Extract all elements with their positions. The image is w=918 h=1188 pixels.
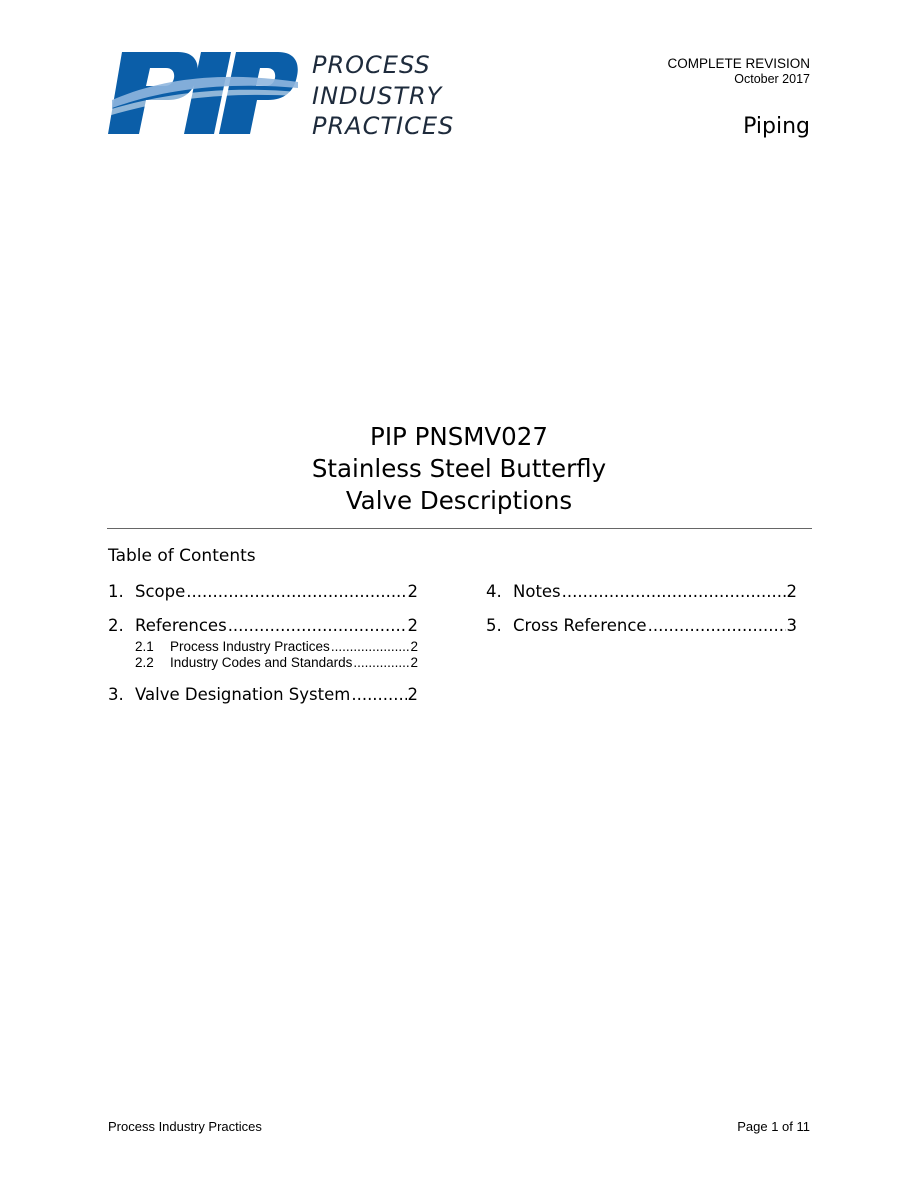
toc-entry-page: 3 xyxy=(786,616,797,635)
toc-subentry-page: 2 xyxy=(410,639,418,654)
toc-entry-label: Cross Reference xyxy=(513,616,647,635)
revision-block xyxy=(667,56,810,87)
toc-leader xyxy=(186,582,406,601)
toc-entry-label: Valve Designation System xyxy=(135,685,351,704)
logo-line-1: PROCESS xyxy=(312,51,431,79)
title-line-2: Stainless Steel Butterfly xyxy=(311,454,607,483)
toc-entry-label: Scope xyxy=(135,582,186,601)
toc-entry-scope[interactable] xyxy=(108,582,418,601)
toc-subentry-page: 2 xyxy=(410,655,418,670)
toc-leader xyxy=(648,616,786,635)
pip-logo-mark xyxy=(108,52,298,134)
footer-organization: Process Industry Practices xyxy=(108,1119,262,1134)
toc-subentry-label: Process Industry Practices xyxy=(170,639,330,654)
toc-entry-valve-designation[interactable] xyxy=(108,685,418,704)
toc-leader xyxy=(331,639,410,654)
toc-heading: Table of Contents xyxy=(108,546,256,566)
toc-entry-number: 5. xyxy=(486,616,502,635)
toc-subentry-number: 2.1 xyxy=(135,639,154,654)
title-divider xyxy=(107,528,812,529)
toc-entry-page: 2 xyxy=(407,685,418,704)
logo-line-2: INDUSTRY xyxy=(312,81,443,110)
title-line-3: Valve Descriptions xyxy=(345,486,573,515)
toc-entry-page: 2 xyxy=(786,582,797,601)
toc-entry-references[interactable] xyxy=(108,616,418,635)
discipline-label: Piping xyxy=(743,114,810,139)
document-title xyxy=(0,421,918,517)
toc-subentry-number: 2.2 xyxy=(135,655,154,670)
toc-leader xyxy=(353,655,409,670)
logo-wordmark xyxy=(312,50,454,142)
toc-entry-notes[interactable] xyxy=(486,582,797,601)
toc-subentry-label: Industry Codes and Standards xyxy=(170,655,353,670)
toc-entry-page: 2 xyxy=(407,582,418,601)
toc-entry-cross-reference[interactable] xyxy=(486,616,797,635)
toc-subentry-codes[interactable] xyxy=(108,655,418,670)
toc-right-column xyxy=(486,582,797,635)
toc-subentry-pip[interactable] xyxy=(108,639,418,654)
toc-leader xyxy=(562,582,786,601)
revision-label: COMPLETE REVISION xyxy=(667,56,810,71)
footer-page-number: Page 1 of 11 xyxy=(737,1119,810,1134)
document-number: PIP PNSMV027 xyxy=(370,422,548,451)
toc-entry-label: References xyxy=(135,616,227,635)
pip-logo xyxy=(108,52,298,134)
toc-leader xyxy=(351,685,406,704)
logo-line-3: PRACTICES xyxy=(312,112,455,140)
toc-entry-number: 4. xyxy=(486,582,502,601)
revision-date: October 2017 xyxy=(734,72,810,86)
toc-entry-number: 3. xyxy=(108,685,124,704)
toc-entry-number: 2. xyxy=(108,616,124,635)
toc-entry-label: Notes xyxy=(513,582,561,601)
toc-entry-page: 2 xyxy=(407,616,418,635)
toc-left-column xyxy=(108,582,418,704)
toc-leader xyxy=(228,616,407,635)
toc-entry-number: 1. xyxy=(108,582,124,601)
